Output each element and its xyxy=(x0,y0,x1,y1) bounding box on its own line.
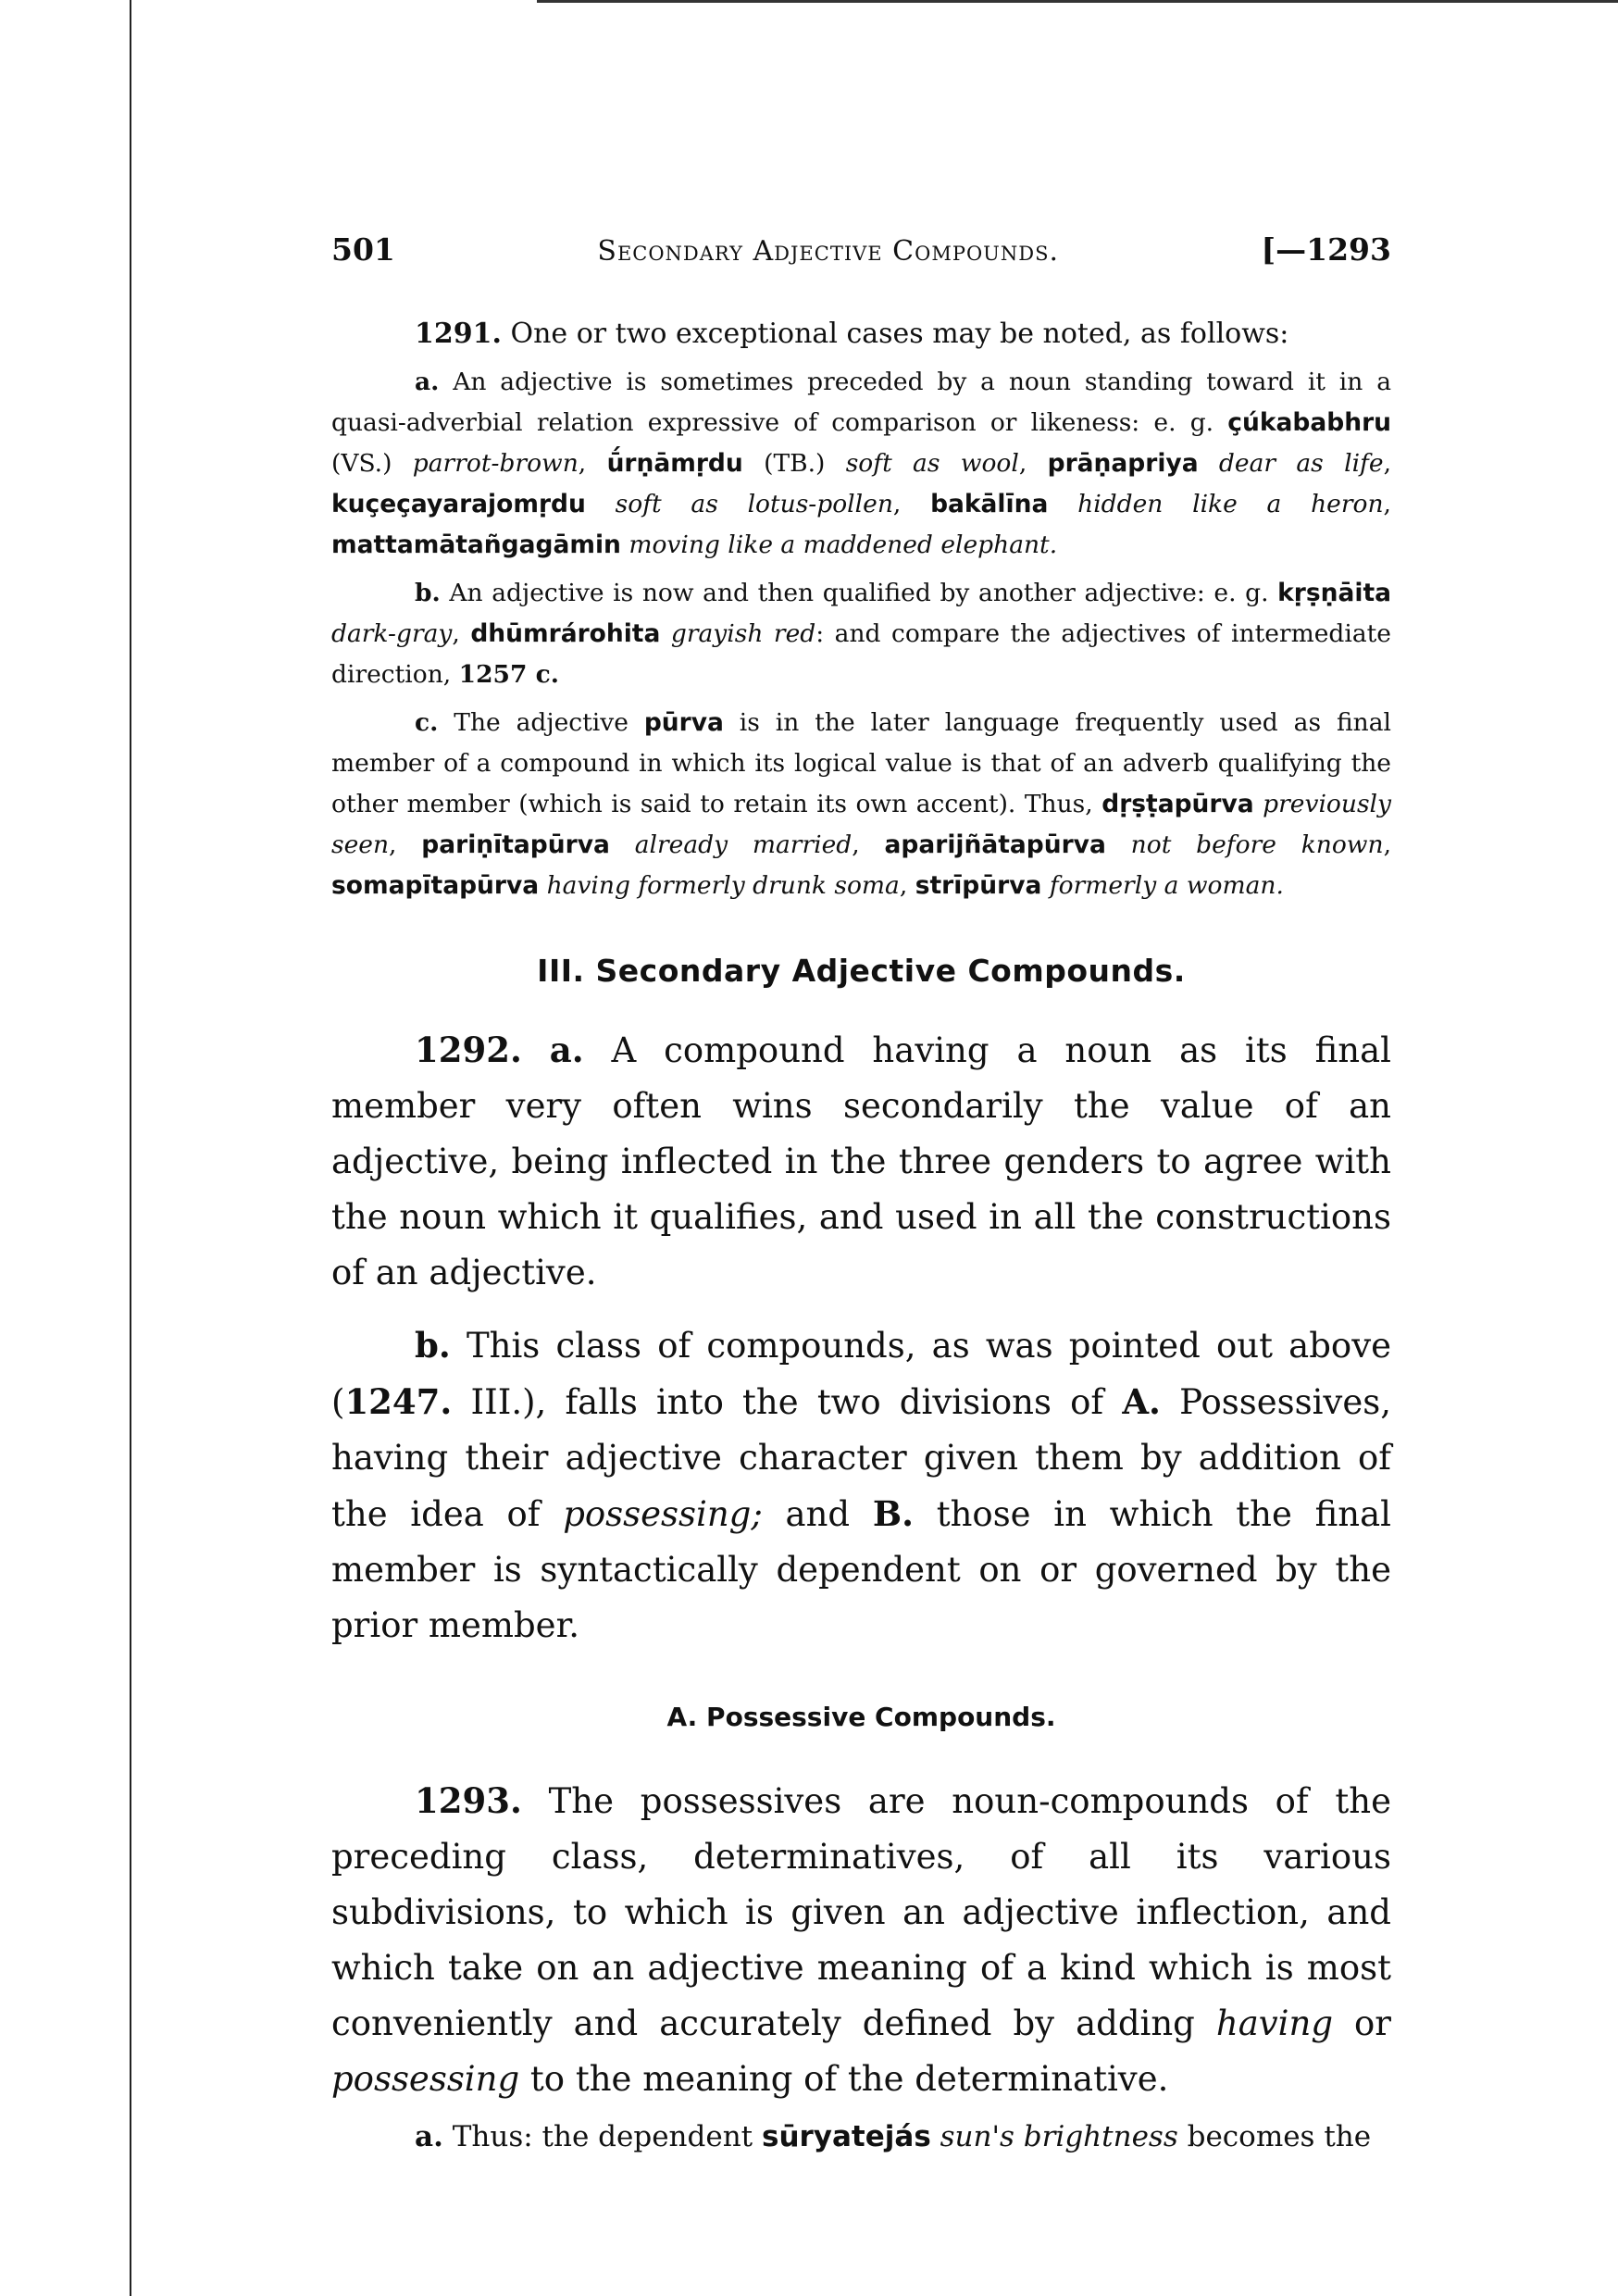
text-run xyxy=(931,2120,940,2153)
text-run xyxy=(660,619,671,648)
sanskrit-word: aparijñātapūrva xyxy=(884,830,1106,859)
gloss: not before known xyxy=(1130,830,1384,859)
text-run: An adjective is sometimes preceded by a noun standing toward it in a quasi-adverbial relation expressive of comparison or likeness: e. g. xyxy=(331,368,1391,437)
sanskrit-word: kuçeçayarajomṛdu xyxy=(331,490,586,518)
sanskrit-word: pūrva xyxy=(643,708,724,737)
cross-reference: 1257 c. xyxy=(458,660,559,689)
gloss: soft as lotus-pollen xyxy=(615,490,893,518)
section-number: 1293. xyxy=(415,1780,522,1821)
sanskrit-word: sūryatejás xyxy=(762,2120,931,2153)
gloss: dark-gray xyxy=(331,619,453,648)
sanskrit-word: ū́rṇāmṛdu xyxy=(606,449,743,478)
gloss: grayish red xyxy=(670,619,816,648)
paragraph-1293 xyxy=(331,1773,1391,2107)
paragraph-1291-a xyxy=(331,362,1391,566)
text-run: , xyxy=(852,830,885,859)
section-reference: [—1293 xyxy=(1261,231,1391,268)
page-binding-edge xyxy=(130,0,131,2296)
text-run xyxy=(1106,830,1131,859)
text-run: and xyxy=(762,1494,873,1534)
sanskrit-word: mattamātañgagāmin xyxy=(331,530,621,559)
sanskrit-word: kṛṣṇāita xyxy=(1277,579,1391,607)
text-run: , xyxy=(1018,449,1048,478)
text-run: : and compare the adjectives of intermediate direction, xyxy=(331,619,1391,689)
sanskrit-word: çúkababhru xyxy=(1227,408,1391,437)
gloss: sun's brightness xyxy=(940,2120,1178,2153)
subsection-label: b. xyxy=(415,1325,451,1366)
text-run xyxy=(1048,490,1077,518)
gloss: parrot-brown xyxy=(412,449,579,478)
subsection-label: a. xyxy=(549,1029,584,1070)
text-run: The possessives are noun-compounds of the preceding class, determinatives, of all its various subdivisions, to which is given an adjective inflection, and which take on an adjective meaning of a kind which is most conveniently and accurately defined by adding xyxy=(331,1781,1391,2043)
text-run: , xyxy=(1383,490,1391,518)
text-run: III.), falls into the two divisions of xyxy=(452,1382,1123,1422)
emphasis: having xyxy=(1215,2003,1334,2043)
gloss: hidden like a heron xyxy=(1077,490,1384,518)
text-run: is in the later language frequently used as final member of a compound in which its logical value is that of an adverb qualifying the other member (which is said to retain its own accent). Thus, xyxy=(331,708,1391,818)
paragraph-1293-a xyxy=(331,2113,1391,2161)
text-run: One or two exceptional cases may be noted, as follows: xyxy=(501,318,1289,350)
text-run xyxy=(586,490,616,518)
text-run xyxy=(1199,449,1219,478)
subsection-label: a. xyxy=(415,368,440,396)
emphasis: possessing; xyxy=(563,1494,763,1534)
sanskrit-word: somapītapūrva xyxy=(331,871,540,900)
text-run: (TB.) xyxy=(742,449,846,478)
text-run: to the meaning of the determinative. xyxy=(519,2059,1169,2099)
text-run: (VS.) xyxy=(331,449,413,478)
text-run: Possessives, having their adjective character given them by addition of the idea of xyxy=(331,1382,1391,1534)
paragraph-1291 xyxy=(331,314,1391,355)
text-run: or xyxy=(1333,2003,1391,2043)
text-run: becomes the xyxy=(1177,2120,1372,2153)
gloss: having formerly drunk soma xyxy=(546,871,900,900)
paragraph-1291-b xyxy=(331,573,1391,695)
text-run xyxy=(1041,871,1049,900)
sanskrit-word: dhūmrárohita xyxy=(470,619,661,648)
section-number: 1291. xyxy=(415,318,502,350)
paragraph-1292-b xyxy=(331,1317,1391,1653)
section-heading: III. Secondary Adjective Compounds. xyxy=(537,953,1186,989)
sanskrit-word: pariṇītapūrva xyxy=(421,830,610,859)
text-run: those in which the final member is syntactically dependent on or governed by the prior member. xyxy=(331,1494,1391,1645)
text-run: Thus: the dependent xyxy=(442,2120,762,2153)
subsection-heading: A. Possessive Compounds. xyxy=(666,1702,1056,1732)
text-run: , xyxy=(1383,449,1391,478)
text-run xyxy=(610,830,635,859)
text-run: A compound having a noun as its final member very often wins secondarily the value of an adjective, being inflected in the three genders to agree with the noun which it qualifies, and used in all the constructions of an adjective. xyxy=(331,1030,1391,1292)
sanskrit-word: strīpūrva xyxy=(915,871,1042,900)
section-number: 1292. xyxy=(415,1029,522,1070)
gloss: soft as wool xyxy=(845,449,1019,478)
cross-reference: 1247. xyxy=(344,1381,453,1422)
page-number: 501 xyxy=(331,231,395,268)
page-top-rule xyxy=(537,0,1618,3)
sanskrit-word: prāṇapriya xyxy=(1047,449,1199,478)
emphasis: possessing xyxy=(331,2059,520,2099)
gloss: already married xyxy=(634,830,853,859)
running-title: Secondary Adjective Compounds. xyxy=(597,235,1060,268)
subsection-label: a. xyxy=(415,2120,443,2153)
subsection-label: c. xyxy=(415,708,439,737)
text-run: An adjective is now and then qualified by another adjective: e. g. xyxy=(440,579,1278,607)
text-run xyxy=(539,871,546,900)
text-run: , xyxy=(1383,830,1391,859)
text-run: This class of compounds, as was pointed out above ( xyxy=(331,1326,1391,1422)
text-run: , xyxy=(389,830,422,859)
sanskrit-word: dṛṣṭapūrva xyxy=(1101,790,1254,818)
running-head xyxy=(331,231,1391,268)
gloss: formerly a woman. xyxy=(1049,871,1284,900)
text-run: , xyxy=(899,871,915,900)
page-content xyxy=(331,231,1391,2161)
subsection-label: b. xyxy=(415,579,441,607)
text-run: , xyxy=(892,490,931,518)
text-run: The adjective xyxy=(438,708,644,737)
paragraph-1291-c xyxy=(331,703,1391,906)
division-label: B. xyxy=(872,1493,914,1534)
text-run: , xyxy=(452,619,471,648)
gloss: dear as life xyxy=(1218,449,1384,478)
sanskrit-word: bakālīna xyxy=(930,490,1049,518)
text-run: , xyxy=(578,449,607,478)
gloss: previously seen xyxy=(331,790,1391,859)
division-label: A. xyxy=(1122,1381,1161,1422)
gloss: moving like a maddened elephant. xyxy=(629,530,1058,559)
paragraph-1292-a xyxy=(331,1022,1391,1301)
text-run xyxy=(1254,790,1263,818)
